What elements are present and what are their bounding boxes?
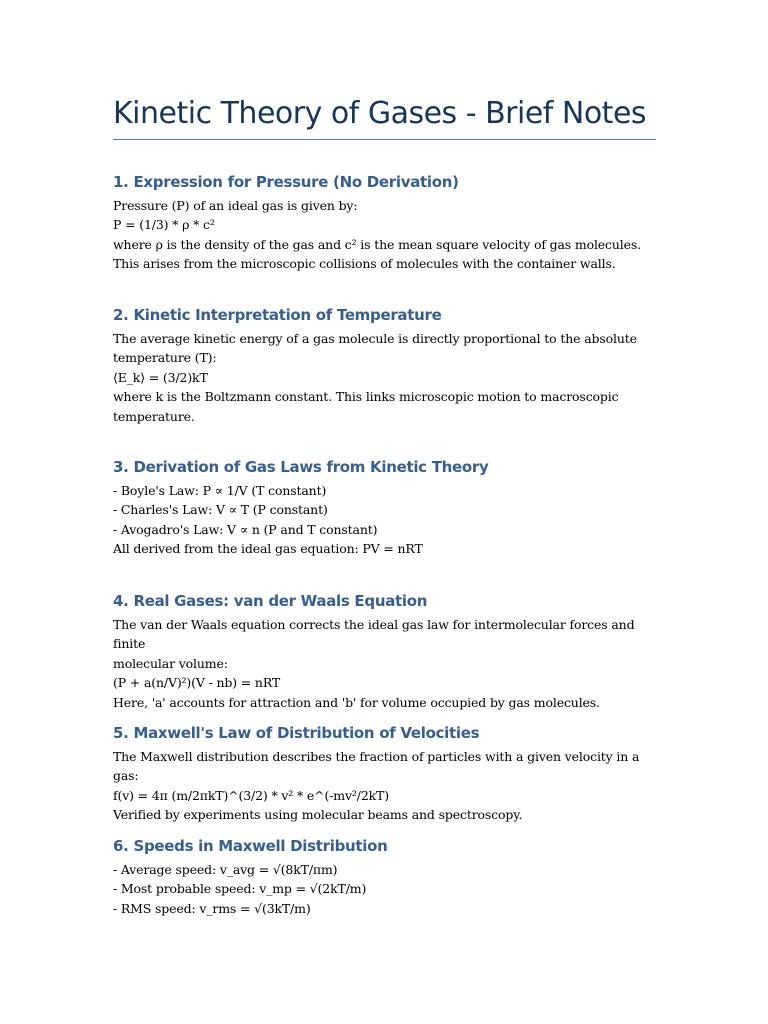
- section-temperature: [113, 305, 656, 426]
- body-line: The average kinetic energy of a gas molecule is directly proportional to the absolute: [113, 331, 637, 346]
- section-body: [113, 747, 656, 825]
- section-heading: 5. Maxwell's Law of Distribution of Velocities: [113, 724, 480, 742]
- body-line: P = (1/3) * ρ * c²: [113, 217, 215, 233]
- body-line: Here, 'a' accounts for attraction and 'b' for volume occupied by gas molecules.: [113, 694, 600, 710]
- body-line: temperature (T):: [113, 350, 217, 366]
- title-divider: [113, 139, 656, 140]
- body-line: molecular volume:: [113, 655, 228, 671]
- section-maxwell-speeds: [113, 836, 656, 918]
- body-line: where k is the Boltzmann constant. This links microscopic motion to macroscopic: [113, 389, 619, 405]
- body-line: - Average speed: v_avg = √(8kT/πm): [113, 862, 338, 877]
- section-body: [113, 615, 656, 712]
- section-heading: 3. Derivation of Gas Laws from Kinetic Theory: [113, 458, 489, 476]
- body-line: Pressure (P) of an ideal gas is given by:: [113, 198, 358, 213]
- section-real-gases: [113, 591, 656, 712]
- section-pressure: [113, 172, 656, 274]
- body-line: - Boyle's Law: P ∝ 1/V (T constant): [113, 483, 327, 498]
- body-line: - Charles's Law: V ∝ T (P constant): [113, 502, 328, 518]
- body-line: temperature.: [113, 408, 195, 424]
- body-line: - Most probable speed: v_mp = √(2kT/m): [113, 881, 367, 897]
- section-body: [113, 329, 656, 426]
- body-line: - RMS speed: v_rms = √(3kT/m): [113, 900, 311, 916]
- body-line: The van der Waals equation corrects the ideal gas law for intermolecular forces and finite: [113, 617, 635, 652]
- body-line: where ρ is the density of the gas and c² is the mean square velocity of gas molecules.: [113, 236, 641, 252]
- section-body: [113, 860, 656, 918]
- body-line: All derived from the ideal gas equation: PV = nRT: [113, 541, 423, 557]
- body-line: - Avogadro's Law: V ∝ n (P and T constant): [113, 521, 378, 537]
- body-line: The Maxwell distribution describes the fraction of particles with a given velocity in a gas:: [113, 749, 640, 784]
- section-heading: 4. Real Gases: van der Waals Equation: [113, 592, 428, 610]
- section-gas-laws: [113, 457, 656, 559]
- body-line: (P + a(n/V)²)(V - nb) = nRT: [113, 675, 281, 691]
- section-heading: 2. Kinetic Interpretation of Temperature: [113, 306, 442, 324]
- section-heading: 6. Speeds in Maxwell Distribution: [113, 837, 388, 855]
- body-line: This arises from the microscopic collisions of molecules with the container walls.: [113, 256, 616, 272]
- body-line: f(v) = 4π (m/2πkT)^(3/2) * v² * e^(-mv²/2kT): [113, 787, 389, 803]
- section-body: [113, 481, 656, 559]
- section-body: [113, 196, 656, 274]
- body-line: ⟨E_k⟩ = (3/2)kT: [113, 369, 208, 385]
- section-maxwell-law: [113, 723, 656, 825]
- section-heading: 1. Expression for Pressure (No Derivation): [113, 173, 459, 191]
- body-line: Verified by experiments using molecular beams and spectroscopy.: [113, 807, 523, 823]
- document-title: Kinetic Theory of Gases - Brief Notes: [113, 96, 647, 131]
